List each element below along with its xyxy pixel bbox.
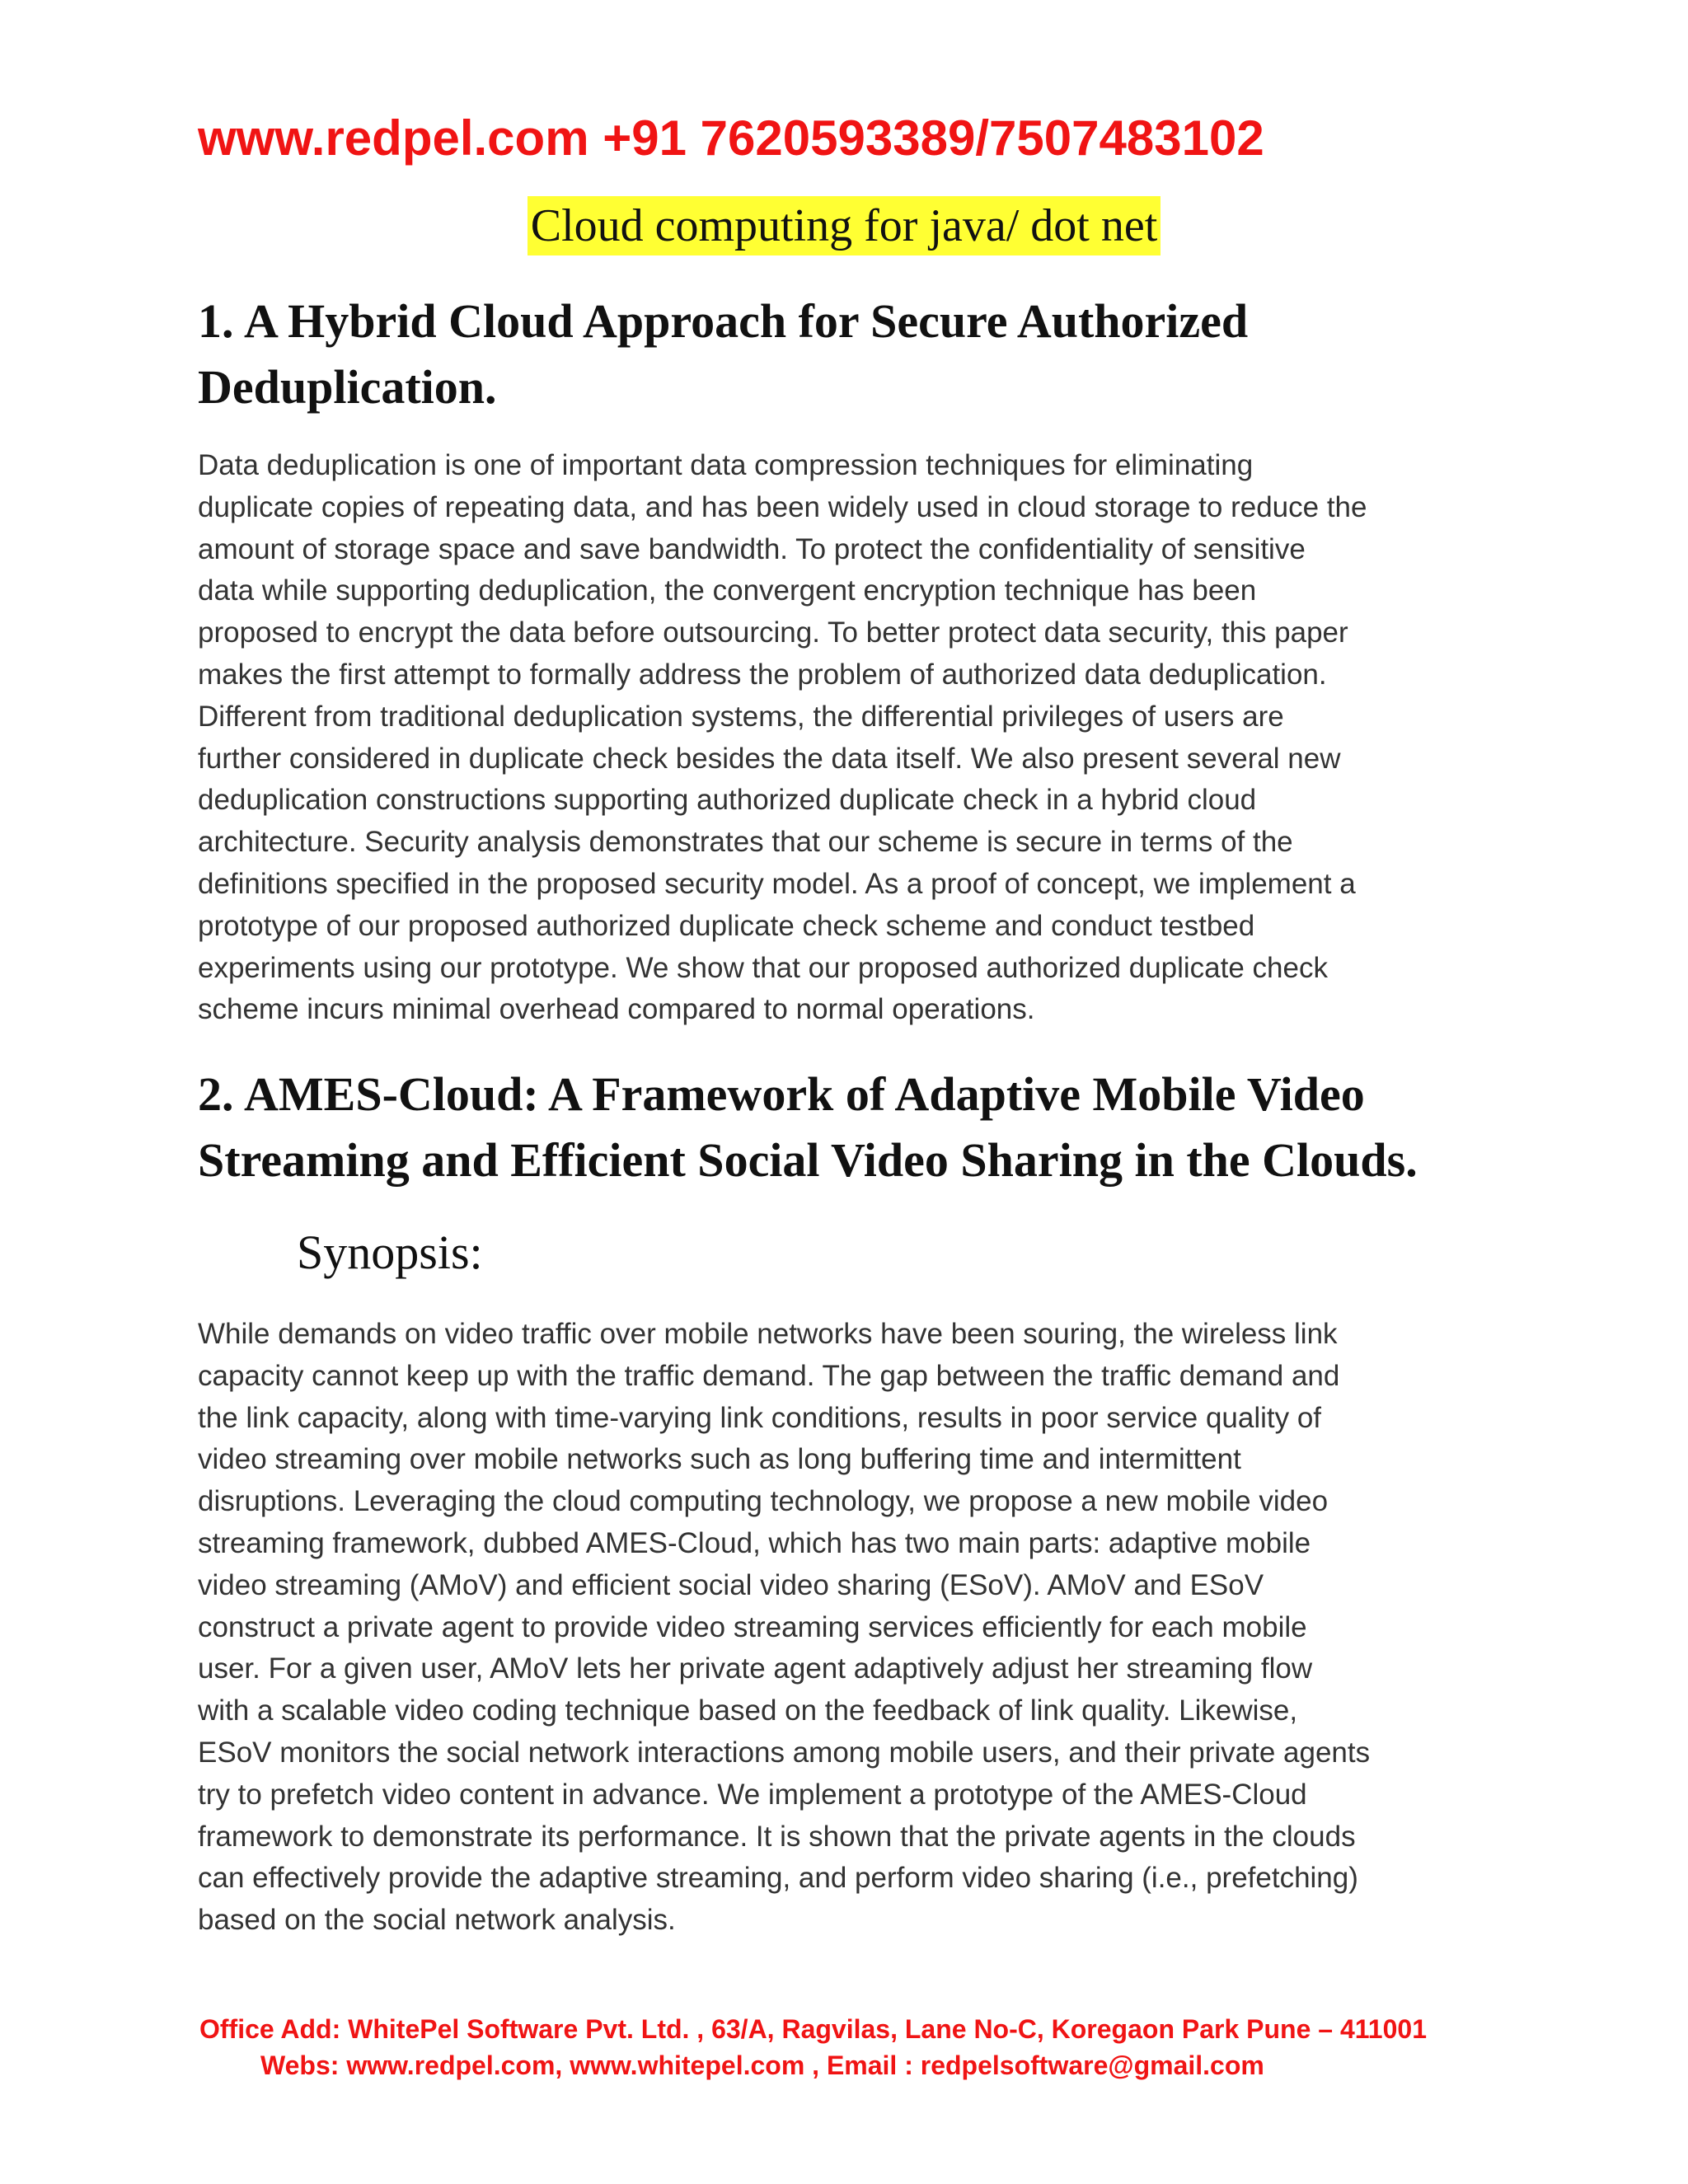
- abstract-line: with a scalable video coding technique based on the feedback of link quality. Likewise,: [198, 1694, 1298, 1727]
- section-1-abstract: [198, 445, 1500, 1031]
- footer-address: Office Add: WhitePel Software Pvt. Ltd. , 63/A, Ragvilas, Lane No-C, Koregaon Park Pune – 411001: [199, 2014, 1427, 2044]
- header-contact-line: www.redpel.com +91 7620593389/7507483102: [198, 110, 1264, 166]
- abstract-line: makes the first attempt to formally address the problem of authorized data deduplication.: [198, 658, 1327, 691]
- abstract-line: experiments using our prototype. We show that our proposed authorized duplicate check: [198, 951, 1328, 984]
- abstract-line: user. For a given user, AMoV lets her private agent adaptively adjust her streaming flow: [198, 1652, 1313, 1685]
- abstract-line: Data deduplication is one of important data compression techniques for eliminating: [198, 449, 1254, 481]
- section-1-title-text-1: A Hybrid Cloud Approach for Secure Authorized: [244, 294, 1249, 348]
- abstract-line: capacity cannot keep up with the traffic demand. The gap between the traffic demand and: [198, 1359, 1340, 1392]
- abstract-line: framework to demonstrate its performance. It is shown that the private agents in the clouds: [198, 1820, 1356, 1853]
- abstract-line: data while supporting deduplication, the convergent encryption technique has been: [198, 574, 1257, 607]
- abstract-line: duplicate copies of repeating data, and has been widely used in cloud storage to reduce the: [198, 490, 1367, 523]
- abstract-line: architecture. Security analysis demonstrates that our scheme is secure in terms of the: [198, 826, 1293, 859]
- abstract-line: try to prefetch video content in advance. We implement a prototype of the AMES-Cloud: [198, 1778, 1307, 1811]
- section-1-title: [198, 288, 1517, 420]
- synopsis-label: Synopsis:: [297, 1226, 483, 1279]
- section-2-abstract: [198, 1314, 1500, 1942]
- abstract-line: further considered in duplicate check besides the data itself. We also present several new: [198, 742, 1341, 775]
- abstract-line: construct a private agent to provide video streaming services efficiently for each mobile: [198, 1610, 1307, 1643]
- abstract-line: the link capacity, along with time-varying link conditions, results in poor service quality of: [198, 1401, 1322, 1434]
- abstract-line: Different from traditional deduplication systems, the differential privileges of users are: [198, 700, 1284, 733]
- subtitle-wrapper: [0, 196, 1688, 255]
- abstract-line: can effectively provide the adaptive streaming, and perform video sharing (i.e., prefetching): [198, 1862, 1358, 1895]
- abstract-line: proposed to encrypt the data before outsourcing. To better protect data security, this paper: [198, 616, 1348, 649]
- abstract-line: prototype of our proposed authorized duplicate check scheme and conduct testbed: [198, 909, 1255, 942]
- abstract-line: deduplication constructions supporting authorized duplicate check in a hybrid cloud: [198, 784, 1257, 817]
- section-2-number: 2.: [198, 1067, 234, 1121]
- abstract-line: definitions specified in the proposed security model. As a proof of concept, we implement a: [198, 867, 1356, 900]
- section-2-title-text-1: AMES-Cloud: A Framework of Adaptive Mobile Video: [244, 1067, 1365, 1121]
- subtitle-highlight: Cloud computing for java/ dot net: [528, 196, 1161, 255]
- section-2-title-line-1: [198, 1062, 1517, 1127]
- abstract-line: While demands on video traffic over mobile networks have been souring, the wireless link: [198, 1318, 1338, 1350]
- section-1-title-line-2: Deduplication.: [198, 360, 497, 414]
- abstract-line: based on the social network analysis.: [198, 1904, 676, 1937]
- abstract-line: disruptions. Leveraging the cloud computing technology, we propose a new mobile video: [198, 1485, 1329, 1518]
- section-2-title-line-2: Streaming and Efficient Social Video Sharing in the Clouds.: [198, 1133, 1418, 1187]
- abstract-line: amount of storage space and save bandwidth. To protect the confidentiality of sensitive: [198, 532, 1306, 565]
- section-1-number: 1.: [198, 294, 234, 348]
- section-1-title-line-1: [198, 288, 1517, 354]
- abstract-line: streaming framework, dubbed AMES-Cloud, which has two main parts: adaptive mobile: [198, 1526, 1311, 1559]
- abstract-line: ESoV monitors the social network interactions among mobile users, and their private agents: [198, 1736, 1371, 1769]
- abstract-line: video streaming (AMoV) and efficient social video sharing (ESoV). AMoV and ESoV: [198, 1568, 1264, 1601]
- abstract-line: scheme incurs minimal overhead compared to normal operations.: [198, 993, 1035, 1026]
- footer-web-email: Webs: www.redpel.com, www.whitepel.com , Email : redpelsoftware@gmail.com: [260, 2050, 1264, 2080]
- abstract-line: video streaming over mobile networks such as long buffering time and intermittent: [198, 1443, 1241, 1476]
- section-2-title: [198, 1062, 1517, 1193]
